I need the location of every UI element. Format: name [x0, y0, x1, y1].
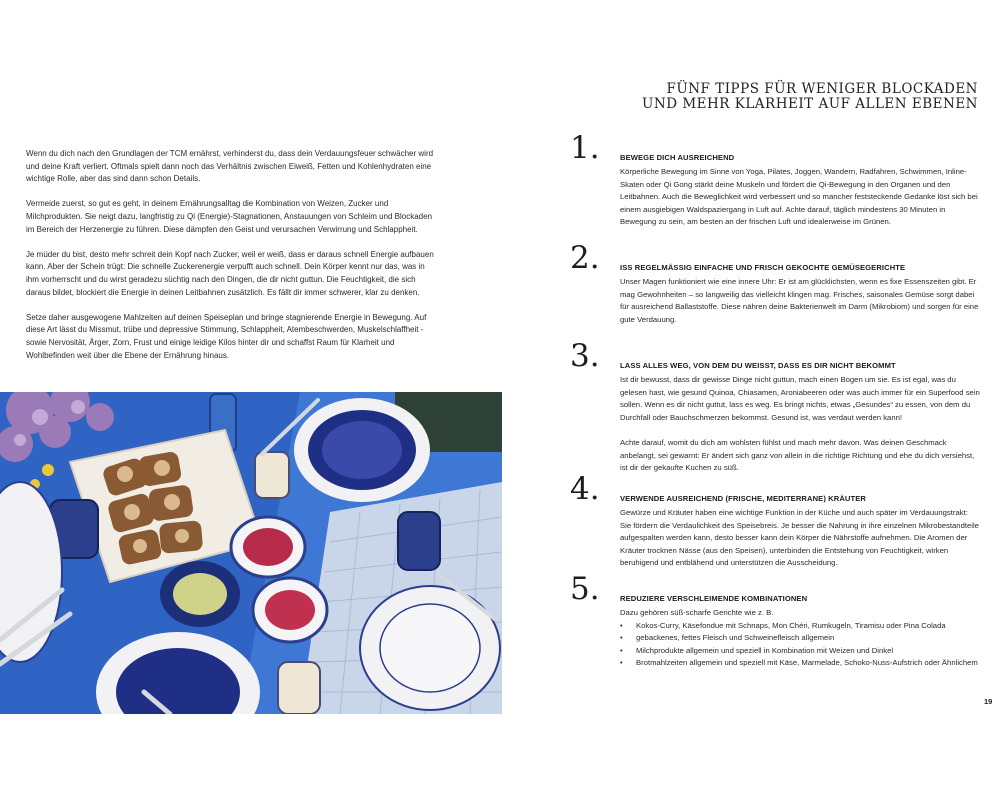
list-item: • Kokos-Curry, Käsefondue mit Schnaps, Mon Chéri, Rumkugeln, Tiramisu oder Pina Colada	[620, 620, 980, 633]
tip-paragraph: Dazu gehören süß-scharfe Gerichte wie z. B.	[620, 608, 774, 617]
tip-title: REDUZIERE VERSCHLEIMENDE KOMBINATIONEN	[620, 594, 808, 603]
tip-number: 2.	[570, 240, 600, 276]
tip-title: LASS ALLES WEG, VON DEM DU WEISST, DASS ES DIR NICHT BEKOMMT	[620, 361, 896, 370]
tip-paragraph: Ist dir bewusst, dass dir gewisse Dinge nicht guttun, mach einen Bogen um sie. Es ist egal, was du gelesen hast, wie gesund Quinoa, Chiasamen, Aroniabeeren oder was auch immer für ein Superfood sein sollen. Wenn es dir nicht guttut, lass es weg. Es bringt nichts, etwas „Gesundes“ zu essen, von dem du Durchfall oder Bauchschmerzen bekommst. Gesund ist, was verdaut werden kann!	[620, 375, 980, 422]
tip-number: 5.	[570, 571, 600, 607]
tip-title: VERWENDE AUSREICHEND (FRISCHE, MEDITERRANE) KRÄUTER	[620, 494, 867, 503]
tip-number: 3.	[570, 338, 600, 374]
intro-text	[26, 148, 438, 375]
heading-line: UND MEHR KLARHEIT AUF ALLEN EBENEN	[642, 95, 978, 112]
tip-title: ISS REGELMÄSSIG EINFACHE UND FRISCH GEKOCHTE GEMÜSEGERICHTE	[620, 263, 906, 272]
tip-number: 1.	[570, 130, 600, 166]
page-number: 19	[984, 697, 993, 706]
breakfast-table-photo	[0, 392, 502, 714]
tip-paragraph: Achte darauf, womit du dich am wohlsten fühlst und mach mehr davon. Was deinen Geschmack anbelangt, sei gewarnt: Er ändert sich ganz von allein in die richtige Richtung und ehe du dich versiehst, ist dir der gekaufte Kuchen zu süß.	[620, 437, 975, 473]
tip-paragraph: Gewürze und Kräuter haben eine wichtige Funktion in der Küche und auch später im Verdauungstrakt: Sie fördern die Verdaulichkeit des Speisebreis. Je besser die Nahrung in ihre einzelnen Mikrobestandteile aufgespalten werden kann, desto besser kann dein Körper die Nährstoffe aufnehmen. Die Aromen der Kräuter trocknen Nässe (aus den Speisen), unterbinden die Entstehung von Feuchtigkeit, wirken beruhigend und entblähend und unterstützen die Ausscheidung.	[620, 508, 979, 568]
tip-body	[620, 607, 980, 670]
list-item: • Brotmahlzeiten allgemein und speziell mit Käse, Marmelade, Schoko-Nuss-Aufstrich oder Ähnlichem	[620, 657, 980, 670]
list-item: • gebackenes, fettes Fleisch und Schweinefleisch allgemein	[620, 632, 980, 645]
list-item: • Milchprodukte allgemein und speziell in Kombination mit Weizen und Dinkel	[620, 645, 980, 658]
tip-body	[620, 276, 980, 326]
intro-paragraph: Wenn du dich nach den Grundlagen der TCM ernährst, verhinderst du, dass dein Verdauungsfeuer schwächer wird und deine Kraft verliert. Oftmals spielt dann noch das Verhältnis zwischen Eiweiß, Fetten und Kohlenhydraten eine wichtige Rolle, aber das sind dann schon Details.	[26, 149, 434, 184]
intro-paragraph: Vermeide zuerst, so gut es geht, in deinem Ernährungsalltag die Kombination von Weizen, Zucker und Milchprodukten. Sie neigt dazu, langfristig zu Qi (Energie)-Stagnationen, Anstauungen von Schleim und Blockaden im Bereich der Herzenergie zu führen. Diese dämpfen den Geist und verursachen Verwirrung und Schlappheit.	[26, 199, 433, 234]
heading-line: FÜNF TIPPS FÜR WENIGER BLOCKADEN	[666, 81, 978, 97]
tip-title: BEWEGE DICH AUSREICHEND	[620, 153, 735, 162]
tip-paragraph: Unser Magen funktioniert wie eine innere Uhr: Er ist am glücklichsten, wenn es fixe Essenszeiten gibt. Er mag Gewohnheiten – so langweilig das vielleicht klingen mag. Frisches, saisonales Gemüse sorgt dabei für ausreichend Ballaststoffe. Diese nähren deine Bakterienwelt im Darm (Mikrobiom) und sorgen für eine gute Verdauung.	[620, 277, 979, 324]
tip-body	[620, 507, 980, 570]
tip-paragraph: Körperliche Bewegung im Sinne von Yoga, Pilates, Joggen, Wandern, Radfahren, Schwimmen, Inline-Skaten oder Qi Gong stärkt deine Muskeln und fördert die Qi-Bewegung in den Organen und den Leitbahnen. Auch die Beweglichkeit wird verbessert und so mancher feststeckende Gedanke löst sich bei einem ausgiebigen Waldspaziergang in Luft auf. Achte darauf, täglich mindestens 30 Minuten in Bewegung zu sein, am besten an der frischen Luft und idealerweise im Grünen.	[620, 167, 978, 227]
section-heading	[642, 82, 978, 111]
tip-number: 4.	[570, 471, 600, 507]
tip-body	[620, 166, 980, 229]
intro-paragraph: Setze daher ausgewogene Mahlzeiten auf deinen Speiseplan und bringe stagnierende Energie in Bewegung. Auf diese Art lässt du Missmut, trübe und depressive Stimmung, Schlappheit, Atembeschwerden, Muskelschlaffheit - sowie Nervosität, Ärger, Zorn, Frust und einige leidige Kilos hinter dir und schaffst Raum für Klarheit und Wohlbefinden weit über die Ebene der Ernährung hinaus.	[26, 312, 427, 360]
tip-body	[620, 374, 980, 475]
tip-bullet-list	[620, 620, 980, 670]
intro-paragraph: Je müder du bist, desto mehr schreit dein Kopf nach Zucker, weil er weiß, dass er daraus schnell Energie aufbauen kann. Aber der Schein trügt: Die schnelle Zuckerenergie verpufft auch schnell. Dein Körper kennt nur das, was in ihm vorherrscht und du wirst geradezu süchtig nach den Dingen, die dir nicht guttun. Die Feuchtigkeit, die sich daraus bildet, blockiert die Energie in deinen Leitbahnen zusätzlich. Es fällt dir immer schwerer, klar zu denken.	[26, 249, 434, 297]
